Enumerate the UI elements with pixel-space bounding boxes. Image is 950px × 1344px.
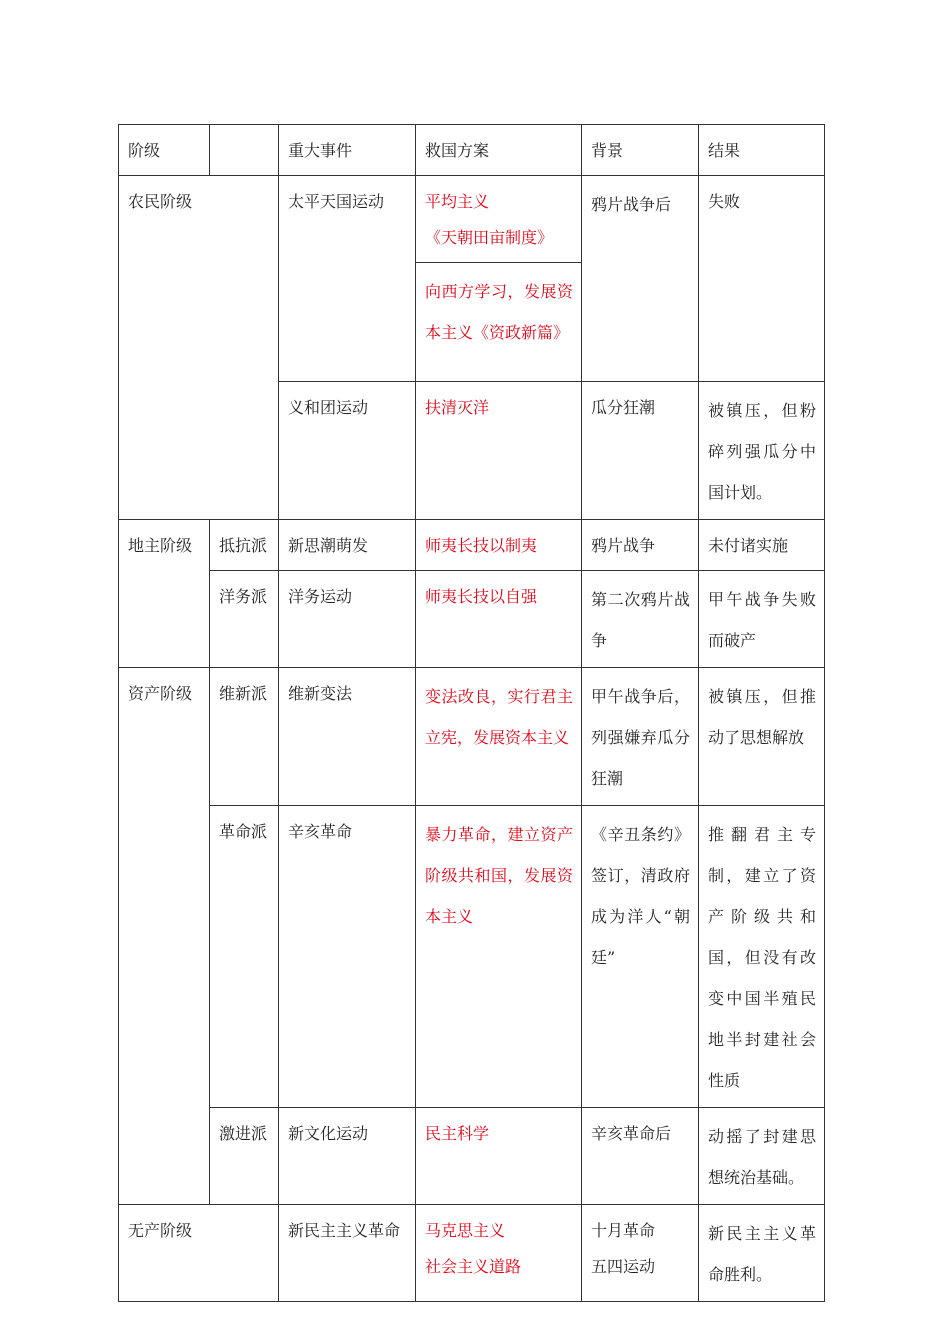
table-row	[119, 806, 825, 1108]
result-cell: 被镇压，但粉碎列强瓜分中国计划。	[699, 382, 825, 520]
background-cell	[582, 176, 699, 382]
subgroup-cell: 抵抗派	[210, 520, 279, 571]
header-row	[119, 125, 825, 176]
result-cell: 动摇了封建思想统治基础。	[699, 1108, 825, 1205]
result-cell: 新民主主义革命胜利。	[699, 1205, 825, 1302]
background-cell	[582, 1205, 699, 1302]
plan-text: 社会主义道路	[425, 1257, 522, 1276]
plan-cell: 扶清灭洋	[416, 382, 582, 520]
background-text: 十月革命	[591, 1221, 656, 1240]
event-cell: 义和团运动	[279, 382, 416, 520]
background-cell: 《辛丑条约》签订，清政府成为洋人“朝廷”	[582, 806, 699, 1108]
background-text: 五四运动	[591, 1257, 656, 1276]
result-cell: 甲午战争失败而破产	[699, 571, 825, 668]
header-plan: 救国方案	[416, 125, 582, 176]
event-cell: 辛亥革命	[279, 806, 416, 1108]
table-row	[119, 668, 825, 806]
event-cell: 新思潮萌发	[279, 520, 416, 571]
class-cell: 无产阶级	[119, 1205, 279, 1302]
plan-text: 《天朝田亩制度》	[425, 228, 554, 247]
class-cell: 地主阶级	[119, 520, 210, 668]
history-table	[118, 124, 825, 1302]
result-cell: 失败	[699, 176, 825, 382]
event-cell: 新文化运动	[279, 1108, 416, 1205]
subgroup-cell: 激进派	[210, 1108, 279, 1205]
background-cell: 第二次鸦片战争	[582, 571, 699, 668]
plan-text: 平均主义	[425, 192, 490, 211]
plan-cell: 向西方学习，发展资本主义《资政新篇》	[416, 263, 582, 382]
event-cell: 新民主主义革命	[279, 1205, 416, 1302]
result-cell: 推翻君主专制，建立了资产阶级共和国，但没有改变中国半殖民地半封建社会性质	[699, 806, 825, 1108]
background-cell: 辛亥革命后	[582, 1108, 699, 1205]
class-cell: 资产阶级	[119, 668, 210, 1205]
plan-cell: 师夷长技以自强	[416, 571, 582, 668]
header-result: 结果	[699, 125, 825, 176]
header-class: 阶级	[119, 125, 210, 176]
class-cell: 农民阶级	[119, 176, 279, 520]
result-cell: 未付诸实施	[699, 520, 825, 571]
subgroup-cell: 洋务派	[210, 571, 279, 668]
event-cell: 维新变法	[279, 668, 416, 806]
table-row	[119, 1205, 825, 1302]
background-text: 鸦片战争后	[591, 195, 672, 214]
header-subgroup	[210, 125, 279, 176]
plan-cell: 变法改良，实行君主立宪，发展资本主义	[416, 668, 582, 806]
header-event: 重大事件	[279, 125, 416, 176]
header-background: 背景	[582, 125, 699, 176]
table-row	[119, 520, 825, 571]
plan-cell: 民主科学	[416, 1108, 582, 1205]
table-row	[119, 176, 825, 263]
plan-text: 马克思主义	[425, 1221, 506, 1240]
subgroup-cell: 革命派	[210, 806, 279, 1108]
background-cell: 甲午战争后，列强嫌弃瓜分狂潮	[582, 668, 699, 806]
background-cell: 瓜分狂潮	[582, 382, 699, 520]
result-cell: 被镇压，但推动了思想解放	[699, 668, 825, 806]
plan-cell: 师夷长技以制夷	[416, 520, 582, 571]
background-cell: 鸦片战争	[582, 520, 699, 571]
event-cell: 太平天国运动	[279, 176, 416, 382]
table-row	[119, 571, 825, 668]
plan-cell	[416, 1205, 582, 1302]
table-row	[119, 1108, 825, 1205]
subgroup-cell: 维新派	[210, 668, 279, 806]
event-cell: 洋务运动	[279, 571, 416, 668]
plan-cell: 暴力革命，建立资产阶级共和国，发展资本主义	[416, 806, 582, 1108]
plan-cell	[416, 176, 582, 263]
